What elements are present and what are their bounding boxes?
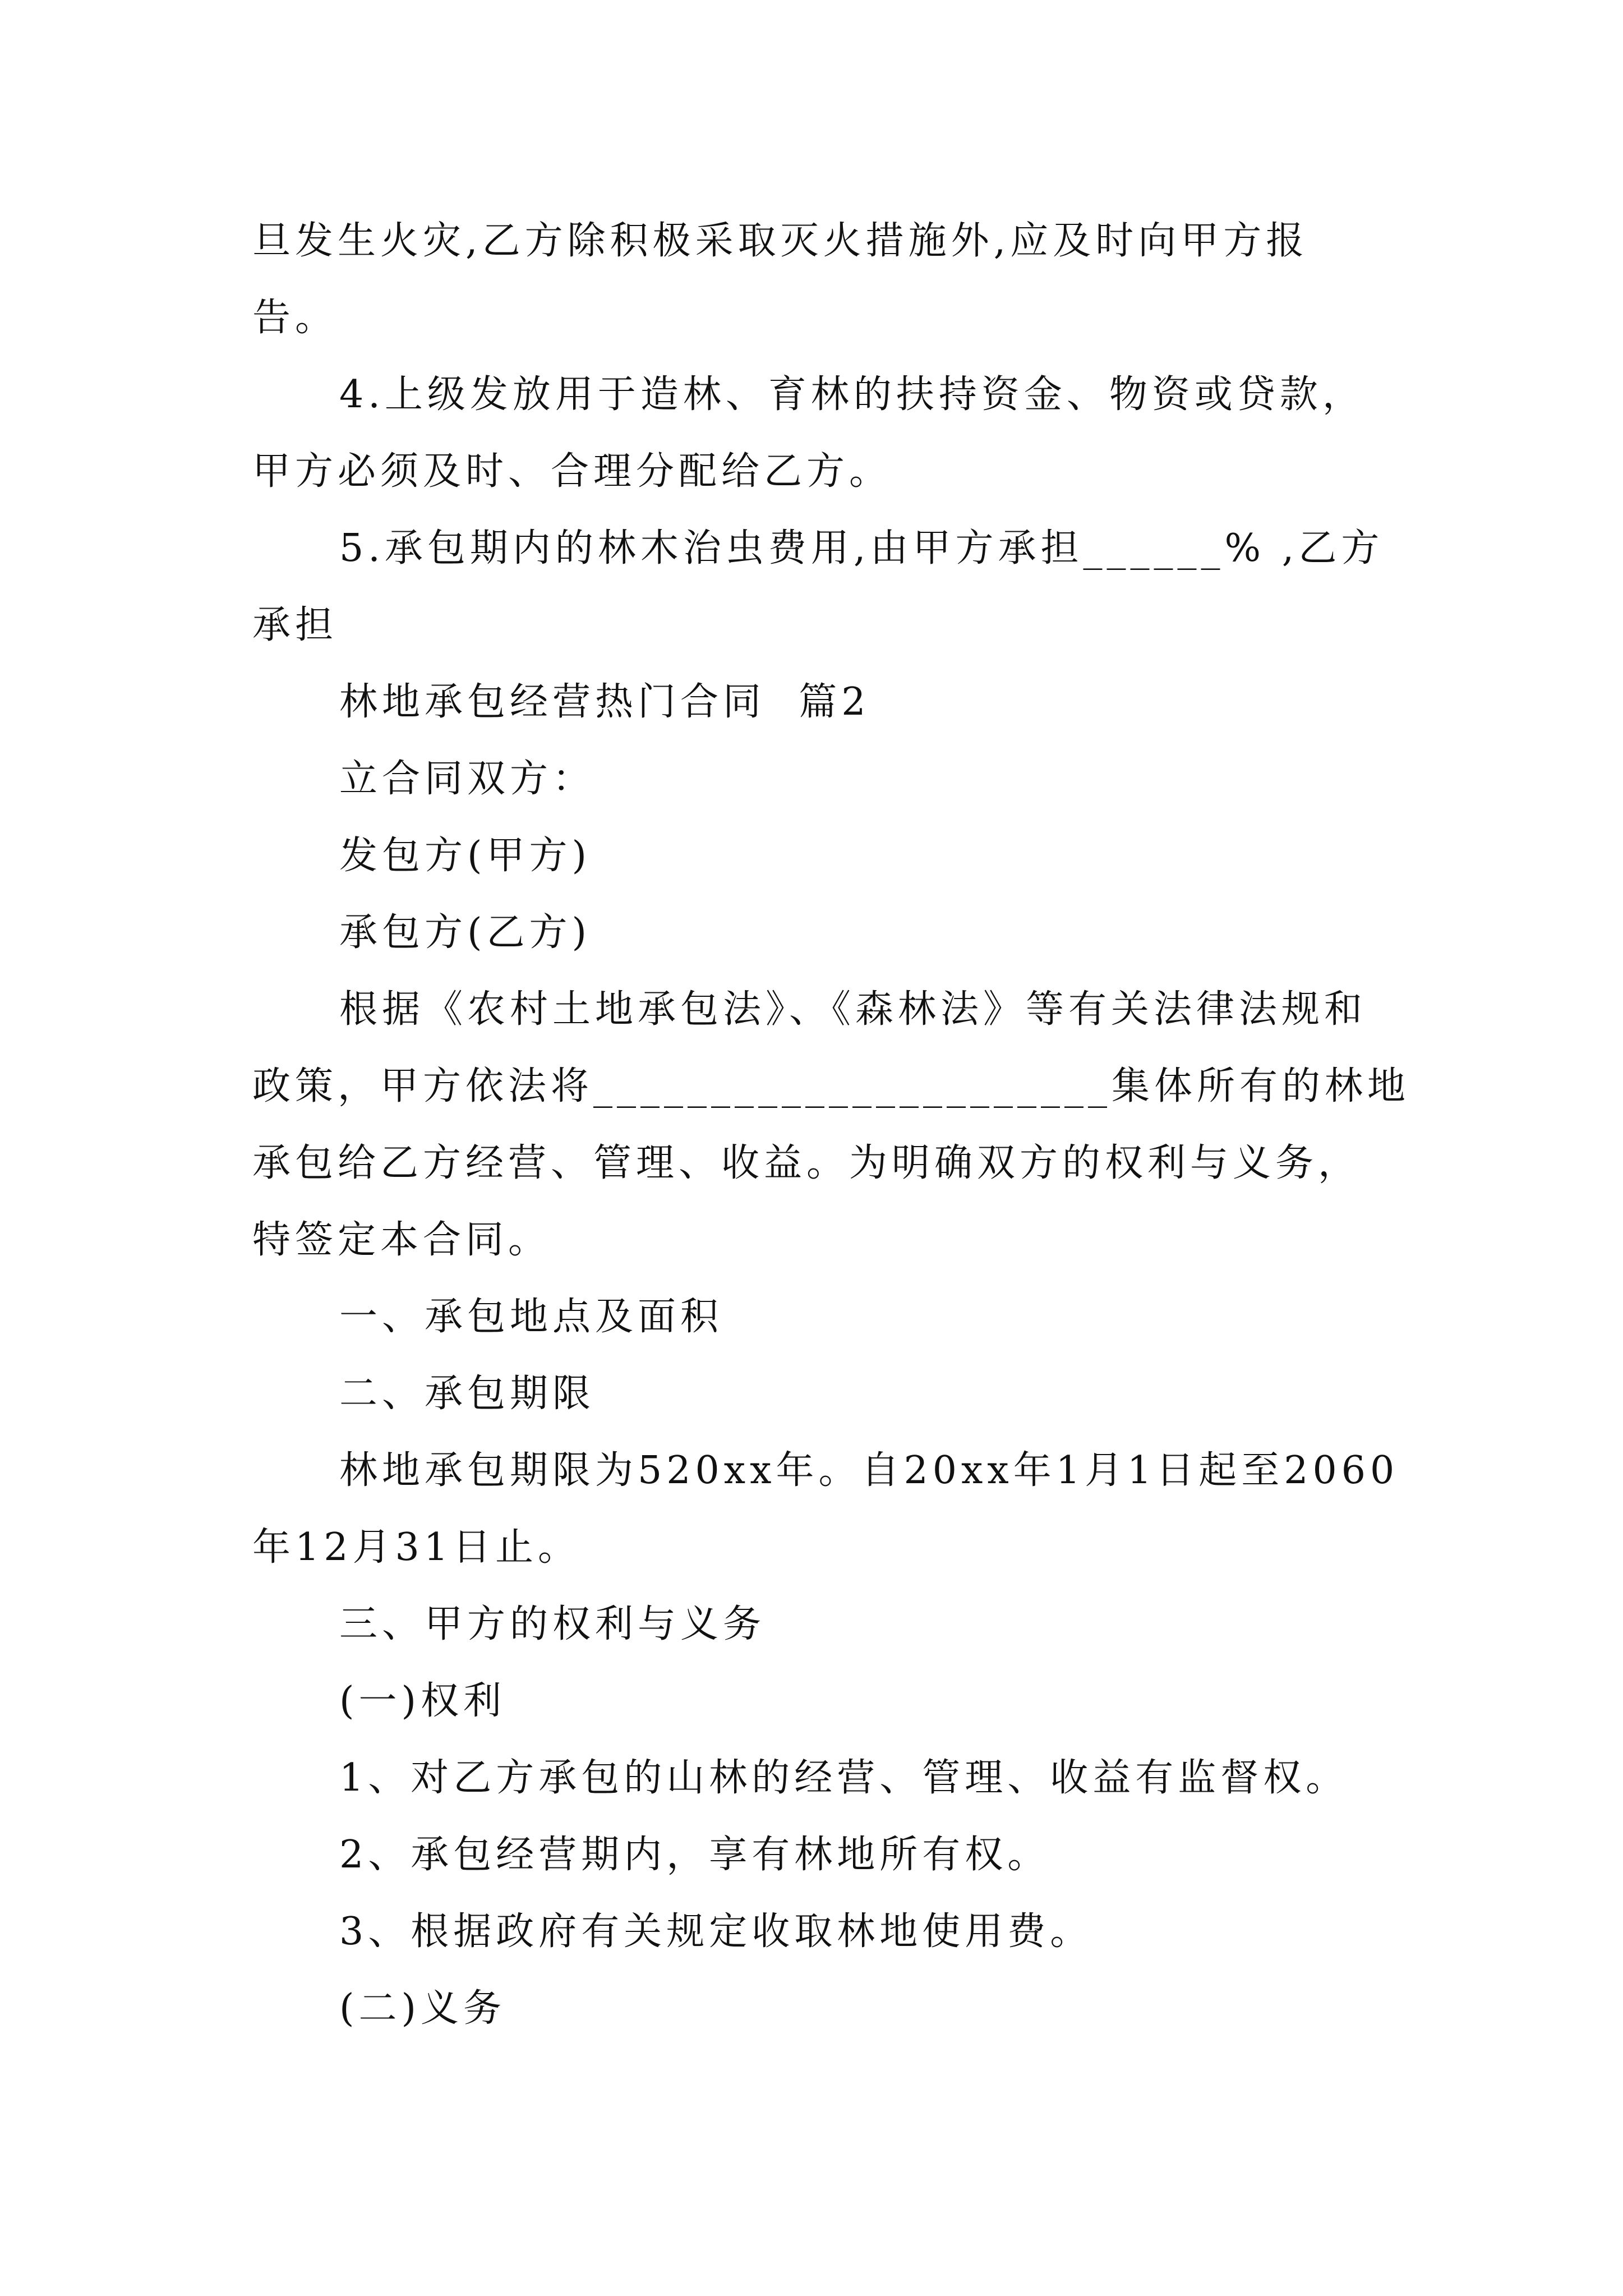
body-text-line: 5.承包期内的林木治虫费用,由甲方承担______% ,乙方 (339, 526, 1384, 570)
body-text-line: 承包方(乙方) (339, 910, 592, 955)
subsection-heading: (二)义务 (339, 1986, 506, 2031)
section-heading: 林地承包经营热门合同 篇2 (339, 680, 870, 724)
section-heading: 一、承包地点及面积 (339, 1295, 723, 1339)
body-text-line: 承包给乙方经营、管理、收益。为明确双方的权利与义务， (252, 1141, 1361, 1185)
list-item: 2、承包经营期内，享有林地所有权。 (339, 1833, 1050, 1877)
body-text-line: 年12月31日止。 (252, 1525, 581, 1570)
section-heading: 二、承包期限 (339, 1372, 596, 1416)
subsection-heading: (一)权利 (339, 1679, 506, 1723)
body-text-line: 根据《农村土地承包法》、《森林法》等有关法律法规和 (339, 987, 1367, 1032)
section-heading: 三、甲方的权利与义务 (339, 1602, 766, 1646)
body-text-line: 4.上级发放用于造林、育林的扶持资金、物资或贷款， (339, 372, 1365, 417)
body-text-line: 承担 (252, 603, 338, 647)
body-text-line: 告。 (252, 296, 338, 340)
body-text-line: 特签定本合同。 (252, 1218, 551, 1262)
body-text-line: 政策，甲方依法将______________________集体所有的林地 (252, 1064, 1410, 1108)
body-text-line: 林地承包期限为520xx年。自20xx年1月1日起至2060 (339, 1448, 1399, 1493)
body-text-line: 发包方(甲方) (339, 834, 592, 878)
list-item: 3、根据政府有关规定收取林地使用费。 (339, 1910, 1093, 1954)
body-text-line: 立合同双方： (339, 757, 596, 801)
list-item: 1、对乙方承包的山林的经营、管理、收益有监督权。 (339, 1756, 1349, 1800)
body-text-line: 甲方必须及时、合理分配给乙方。 (252, 449, 892, 494)
body-text-line: 旦发生火灾,乙方除积极采取灭火措施外,应及时向甲方报 (252, 219, 1309, 263)
